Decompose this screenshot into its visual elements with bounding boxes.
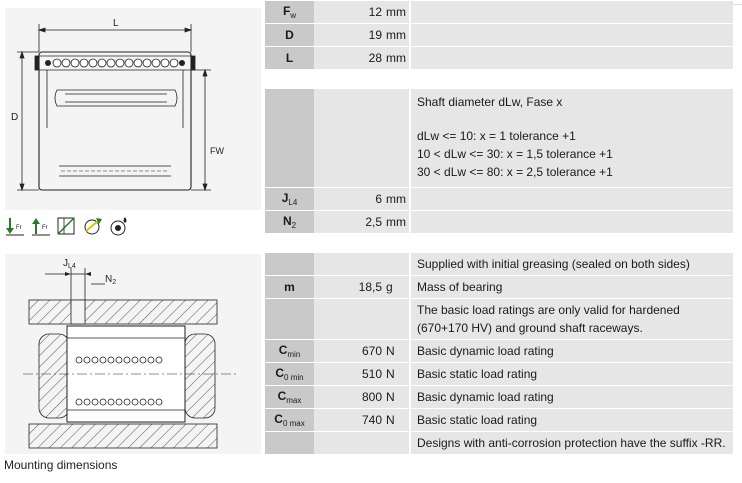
lubrication-icon (108, 215, 130, 237)
suffix-note: Designs with anti-corrosion protection have the suffix -RR. (409, 432, 733, 454)
svg-text:Fr: Fr (16, 225, 22, 231)
bearing-section-drawing (5, 8, 261, 210)
value-cell (314, 253, 409, 275)
value-cell (314, 432, 409, 454)
value-cell: 2,5 mm (314, 211, 409, 233)
value-cell: 28 mm (314, 47, 409, 69)
shaft-note: Shaft diameter dLw, Fase x dLw <= 10: x = 1 tolerance +1 10 < dLw <= 30: x = 1,5 tolerance +1 30 < dLw <= 80: x = 2,5 tolerance +1 (409, 89, 733, 187)
value-cell (314, 89, 409, 187)
description-cell: Basic static load rating (409, 409, 733, 431)
description-cell (409, 211, 733, 233)
table-row (265, 409, 733, 431)
properties-column (265, 0, 742, 483)
hardened-note: The basic load ratings are only valid for hardened (670+170 HV) and ground shaft raceways. (409, 299, 733, 339)
symbol-cell: L (265, 47, 314, 69)
symbol-cell: $C_{0 min}$ (265, 363, 314, 385)
value-cell: 800 N (314, 386, 409, 408)
table-row (265, 299, 733, 339)
label-J: $J_{L4}$ (63, 258, 76, 270)
table-row (265, 47, 733, 69)
description-cell: Basic static load rating (409, 363, 733, 385)
radial-load-up-icon (30, 215, 52, 237)
description-cell: Mass of bearing (409, 276, 733, 298)
value-cell: 740 N (314, 409, 409, 431)
mounting-drawing (5, 254, 261, 454)
value-cell: 19 mm (314, 24, 409, 46)
svg-text:Fr: Fr (42, 225, 48, 231)
speed-rotation-icon (82, 215, 104, 237)
label-D: D (11, 112, 19, 123)
table-row (265, 24, 733, 46)
description-cell: Basic dynamic load rating (409, 340, 733, 362)
symbol-cell: $C_{max}$ (265, 386, 314, 408)
symbol-cell: $J_{L4}$ (265, 188, 314, 210)
symbol-cell: D (265, 24, 314, 46)
symbol-cell: m (265, 276, 314, 298)
description-cell (409, 24, 733, 46)
symbol-cell (265, 89, 314, 187)
mounting-dimensions-caption: Mounting dimensions (4, 458, 118, 472)
value-cell (314, 299, 409, 339)
label-N: $N_2$ (105, 274, 117, 286)
symbol-cell: $N_2$ (265, 211, 314, 233)
value-cell: 6 mm (314, 188, 409, 210)
properties-table (265, 0, 733, 455)
symbol-cell (265, 253, 314, 275)
table-row (265, 432, 733, 454)
value-cell: 510 N (314, 363, 409, 385)
description-cell (409, 47, 733, 69)
symbol-cell: $C_{0 max}$ (265, 409, 314, 431)
radial-load-down-icon (4, 215, 26, 237)
value-cell: 18,5 g (314, 276, 409, 298)
table-row (265, 363, 733, 385)
label-FW: FW (210, 146, 224, 156)
symbol-cell: $C_{min}$ (265, 340, 314, 362)
description-cell (409, 188, 733, 210)
description-cell: Basic dynamic load rating (409, 386, 733, 408)
table-row (265, 89, 733, 187)
table-row (265, 1, 733, 23)
description-cell (409, 1, 733, 23)
drawings-column (0, 0, 262, 483)
feature-icons (4, 213, 144, 239)
label-L: L (113, 18, 119, 29)
symbol-cell: $F_w$ (265, 1, 314, 23)
table-row (265, 188, 733, 210)
table-row (265, 253, 733, 275)
value-cell: 670 N (314, 340, 409, 362)
axial-shaft-icon (56, 215, 78, 237)
value-cell: 12 mm (314, 1, 409, 23)
table-row (265, 276, 733, 298)
table-row (265, 340, 733, 362)
table-row (265, 211, 733, 233)
greasing-note: Supplied with initial greasing (sealed on both sides) (409, 253, 733, 275)
symbol-cell (265, 299, 314, 339)
table-row (265, 386, 733, 408)
symbol-cell (265, 432, 314, 454)
